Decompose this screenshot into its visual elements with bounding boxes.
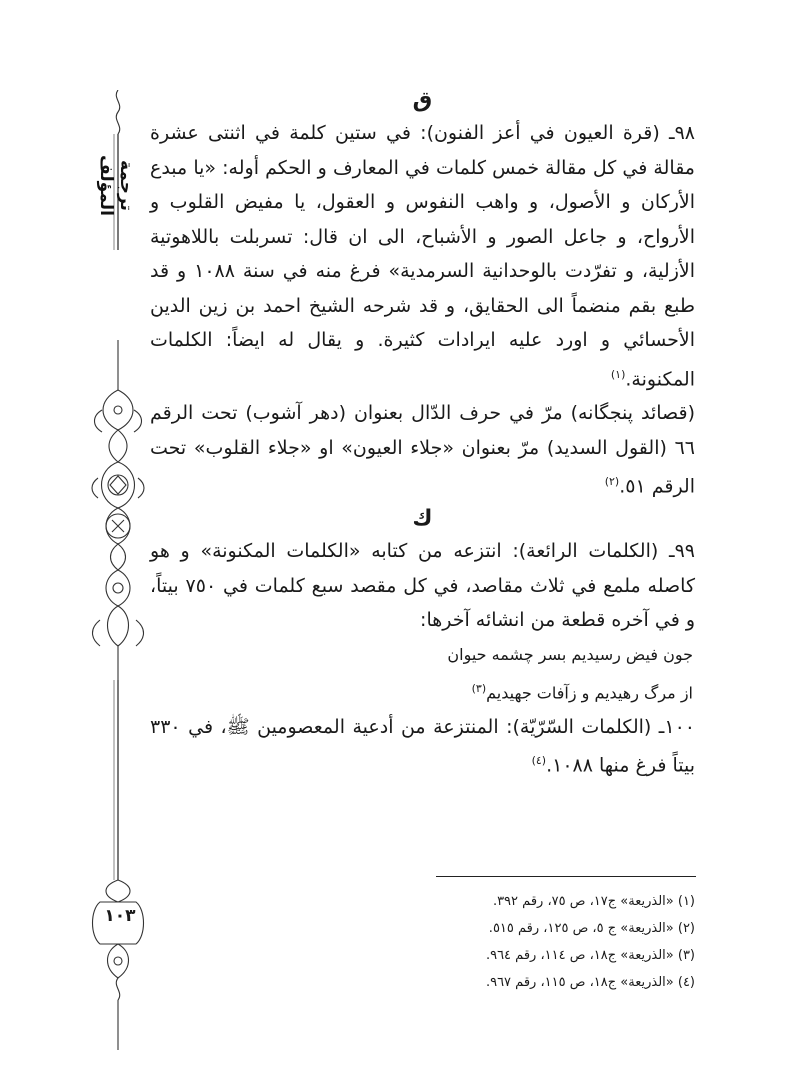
footnote: (٤) «الذريعة» ج١٨، ص ١١٥، رقم ٩٦٧.: [485, 975, 695, 990]
footnote: (١) «الذريعة» ج١٧، ص ٧٥، رقم ٣٩٢.: [492, 894, 695, 909]
poem-line: جون فيض رسيديم بسر چشمه حيوان: [447, 644, 693, 664]
main-text: [150, 86, 695, 783]
page-number: ١٠٣: [104, 906, 136, 926]
footnotes: [350, 888, 695, 996]
footnote: (٢) «الذريعة» ج ٥، ص ١٢٥، رقم ٥١٥.: [488, 921, 695, 936]
footnote-ref: (٣): [471, 681, 487, 695]
footnote-ref: (٢): [604, 475, 620, 489]
footnote-ref: (٤): [531, 754, 547, 768]
running-head: ترجمة المؤلف: [96, 154, 136, 216]
footnote: (٣) «الذريعة» ج١٨، ص ١١٤، رقم ٩٦٤.: [485, 948, 695, 963]
entry-paragraph: (قصائد پنجگانه) مرّ في حرف الدّال بعنوان (دهر آشوب) تحت الرقم ٦٦ (القول السديد) مرّ بعنوان «جلاء العيون» او «جلاء القلوب» تحت الرقم ٥١.$^{(٢)}$: [150, 402, 695, 498]
entry-paragraph: ٩٨ـ (قرة العيون في أعز الفنون): في ستين كلمة في اثنتى عشرة مقالة في كل مقالة خمس كلمات في المعارف و الحكم أوله: «يا مبدع الأركان و الأصول، و واهب النفوس و العقول، يا مفيض القلوب و الأرواح، و جاعل الصور و الأشباح، الى ان قال: تسربلت باللاهوتية الأزلية، و تفرّدت بالوحدانية السرمدية» فرغ منه في سنة ١٠٨٨ و قد طبع بقم منضماً الى الحقايق، و قد شرحه الشيخ احمد بن زين الدين الأحسائي و اورد عليه ايرادات كثيرة. و يقال له ايضاً: الكلمات المكنونة.$^{(١)}$: [150, 122, 695, 390]
footnote-divider: [436, 876, 696, 877]
section-heading-kaf: ك: [412, 506, 433, 532]
poem-line: از مرگ رهيديم و زآفات جهيديم$^{(٣)}$: [471, 681, 693, 702]
entry-paragraph: ١٠٠ـ (الكلمات السّرّيّة): المنتزعة من أدعية المعصومين ﷺ، في ٣٣٠ بيتاً فرغ منها ١٠٨٨.$^{(٤)}$: [150, 715, 695, 777]
footnote-ref: (١): [610, 367, 626, 381]
section-heading-qaf: ق: [412, 88, 433, 113]
entry-paragraph: ٩٩ـ (الكلمات الرائعة): انتزعه من كتابه «الكلمات المكنونة» و هو كاصله ملمع في ثلاث مقاصد، في كل مقصد سبع كلمات في ٧٥٠ بيتاً، و في آخره قطعة من انشائه آخرها:: [150, 540, 695, 632]
